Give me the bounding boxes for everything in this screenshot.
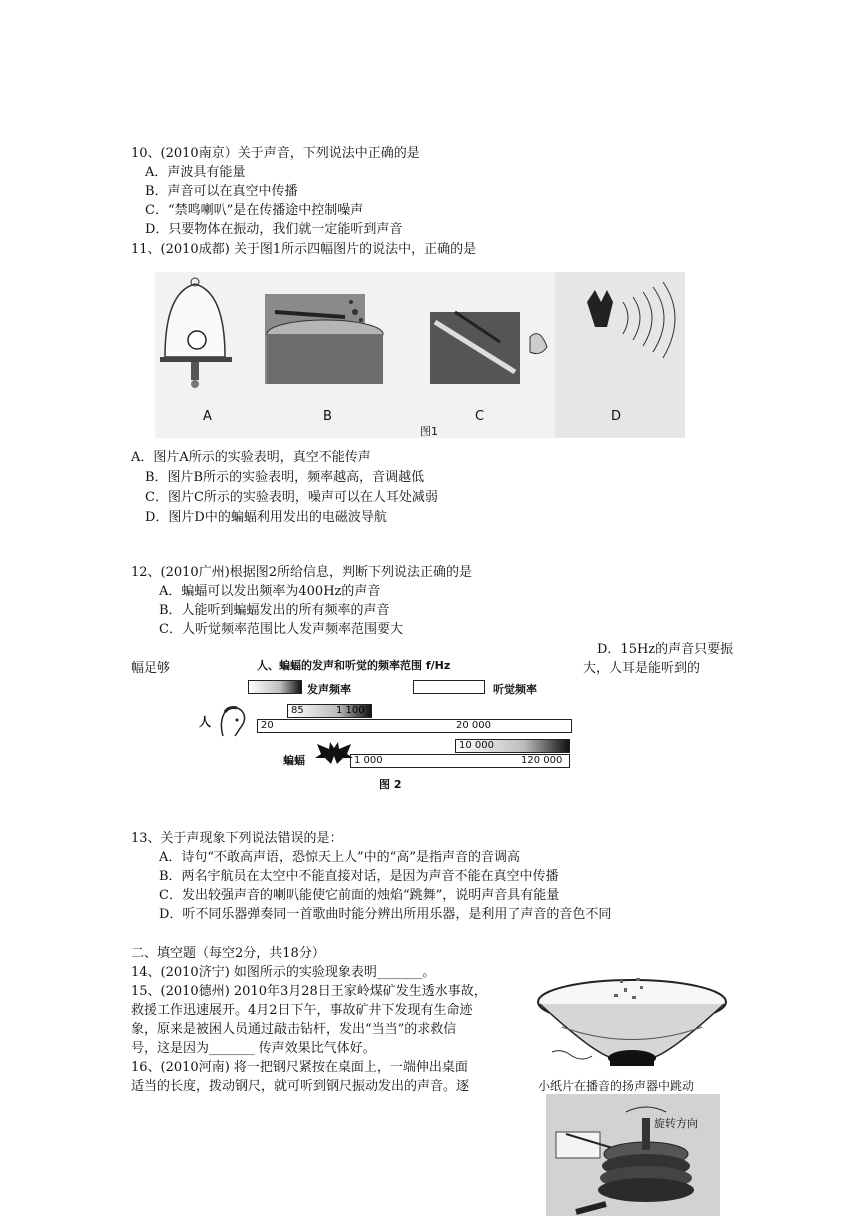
bat-hear-bar [350, 754, 570, 768]
human-emit-low: 85 [291, 705, 304, 716]
q11-option-a: A．图片A所示的实验表明，真空不能传声 [131, 450, 371, 465]
q15-line-4: 号，这是因为_______ 传声效果比气体好。 [131, 1041, 376, 1056]
figure-1-label-c: C [475, 409, 485, 424]
bell-jar-illustration [160, 278, 232, 388]
bat-label: 蝙蝠 [283, 754, 305, 767]
q13-option-a: A．诗句“不敢高声语，恐惊天上人”中的“高”是指声音的音调高 [159, 850, 520, 865]
q13-option-c: C．发出较强声音的喇叭能使它前面的烛焰“跳舞”，说明声音具有能量 [159, 888, 560, 903]
q15-line-1: 15、(2010德州) 2010年3月28日王家岭煤矿发生透水事故， [131, 984, 487, 999]
q13-option-b: B．两名宇航员在太空中不能直接对话，是因为声音不能在真空中传播 [159, 869, 559, 884]
speaker-figure [532, 972, 732, 1092]
legend-hear-swatch [413, 680, 485, 694]
q13-option-d: D．听不同乐器弹奏同一首歌曲时能分辨出所用乐器，是利用了声音的音色不同 [159, 907, 612, 922]
human-head-icon [215, 702, 249, 738]
human-hear-low: 20 [261, 720, 274, 731]
q12-option-d-part1: D．15Hz的声音只要振 [597, 642, 734, 657]
speaker-drawing [532, 972, 732, 1072]
human-emit-high: 1 100 [336, 705, 365, 716]
human-label: 人 [199, 715, 212, 729]
q12-stem: 12、(2010广州)根据图2所给信息，判断下列说法正确的是 [131, 565, 473, 580]
section-2-heading: 二、填空题（每空2分，共18分） [131, 946, 325, 961]
human-hear-high: 20 000 [456, 720, 491, 731]
q12-option-a: A．蝙蝠可以发出频率为400Hz的声音 [159, 584, 381, 599]
legend-emit-label: 发声频率 [307, 683, 351, 696]
q15-line-2: 救援工作迅速展开。4月2日下午，事故矿井下发现有生命迹 [131, 1003, 473, 1018]
legend-hear-label: 听觉频率 [493, 683, 537, 696]
q12-option-c: C．人听觉频率范围比人发声频率范围要大 [159, 622, 403, 637]
q12-option-d-part2: 大，人耳是能听到的 [583, 661, 701, 676]
human-emit-bar [287, 704, 372, 718]
q12-option-b: B．人能听到蝙蝠发出的所有频率的声音 [159, 603, 390, 618]
figure-2-title: 人、蝙蝠的发声和听觉的频率范围 f/Hz [257, 659, 451, 672]
q11-option-c: C．图片C所示的实验表明，噪声可以在人耳处减弱 [145, 490, 438, 505]
q10-option-d: D．只要物体在振动，我们就一定能听到声音 [145, 222, 403, 237]
figure-1-drawing [155, 272, 685, 438]
q15-line-3: 象，原来是被困人员通过敲击钻杆，发出“当当”的求救信 [131, 1022, 457, 1037]
speaker-caption: 小纸片在播音的扬声器中跳动 [538, 1079, 695, 1093]
bat-emit-high: 120 000 [521, 755, 563, 766]
gear-rotation-label: 旋转方向 [654, 1117, 698, 1130]
figure-1-label-b: B [323, 409, 332, 424]
q11-option-d: D．图片D中的蝙蝠利用发出的电磁波导航 [145, 510, 387, 525]
q10-stem: 10、(2010南京）关于声音，下列说法中正确的是 [131, 146, 420, 161]
gear-figure [546, 1094, 720, 1216]
q16-line-1: 16、(2010河南) 将一把钢尺紧按在桌面上，一端伸出桌面 [131, 1060, 468, 1075]
human-hear-bar [257, 719, 572, 733]
bat-icon [313, 740, 355, 766]
q10-option-b: B．声音可以在真空中传播 [145, 184, 298, 199]
bat-emit-low: 10 000 [459, 740, 494, 751]
figure-1-label-a: A [203, 409, 212, 424]
legend-emit-swatch [248, 680, 302, 694]
q16-line-2: 适当的长度，拨动钢尺，就可听到钢尺振动发出的声音。逐 [131, 1079, 470, 1094]
q12-option-d-left: 幅足够 [131, 661, 171, 676]
figure-2-caption: 图 2 [379, 778, 402, 791]
q13-stem: 13、关于声现象下列说法错误的是： [131, 831, 343, 846]
q10-option-c: C．“禁鸣喇叭”是在传播途中控制噪声 [145, 203, 364, 218]
q14-text: 14、(2010济宁) 如图所示的实验现象表明_______。 [131, 965, 436, 980]
q11-option-b: B．图片B所示的实验表明，频率越高，音调越低 [145, 470, 425, 485]
drum-illustration [265, 294, 383, 384]
figure-1-caption: 图1 [420, 425, 438, 438]
q10-option-a: A．声波具有能量 [145, 165, 246, 180]
figure-2 [195, 656, 580, 791]
bat-hear-low: 1 000 [354, 755, 383, 766]
figure-1-label-d: D [611, 409, 622, 424]
q11-stem: 11、(2010成都) 关于图1所示四幅图片的说法中，正确的是 [131, 242, 477, 257]
gear-drawing [546, 1094, 720, 1216]
bat-emit-bar [455, 739, 570, 753]
ear-plug-illustration [430, 312, 547, 384]
figure-1 [155, 272, 685, 438]
